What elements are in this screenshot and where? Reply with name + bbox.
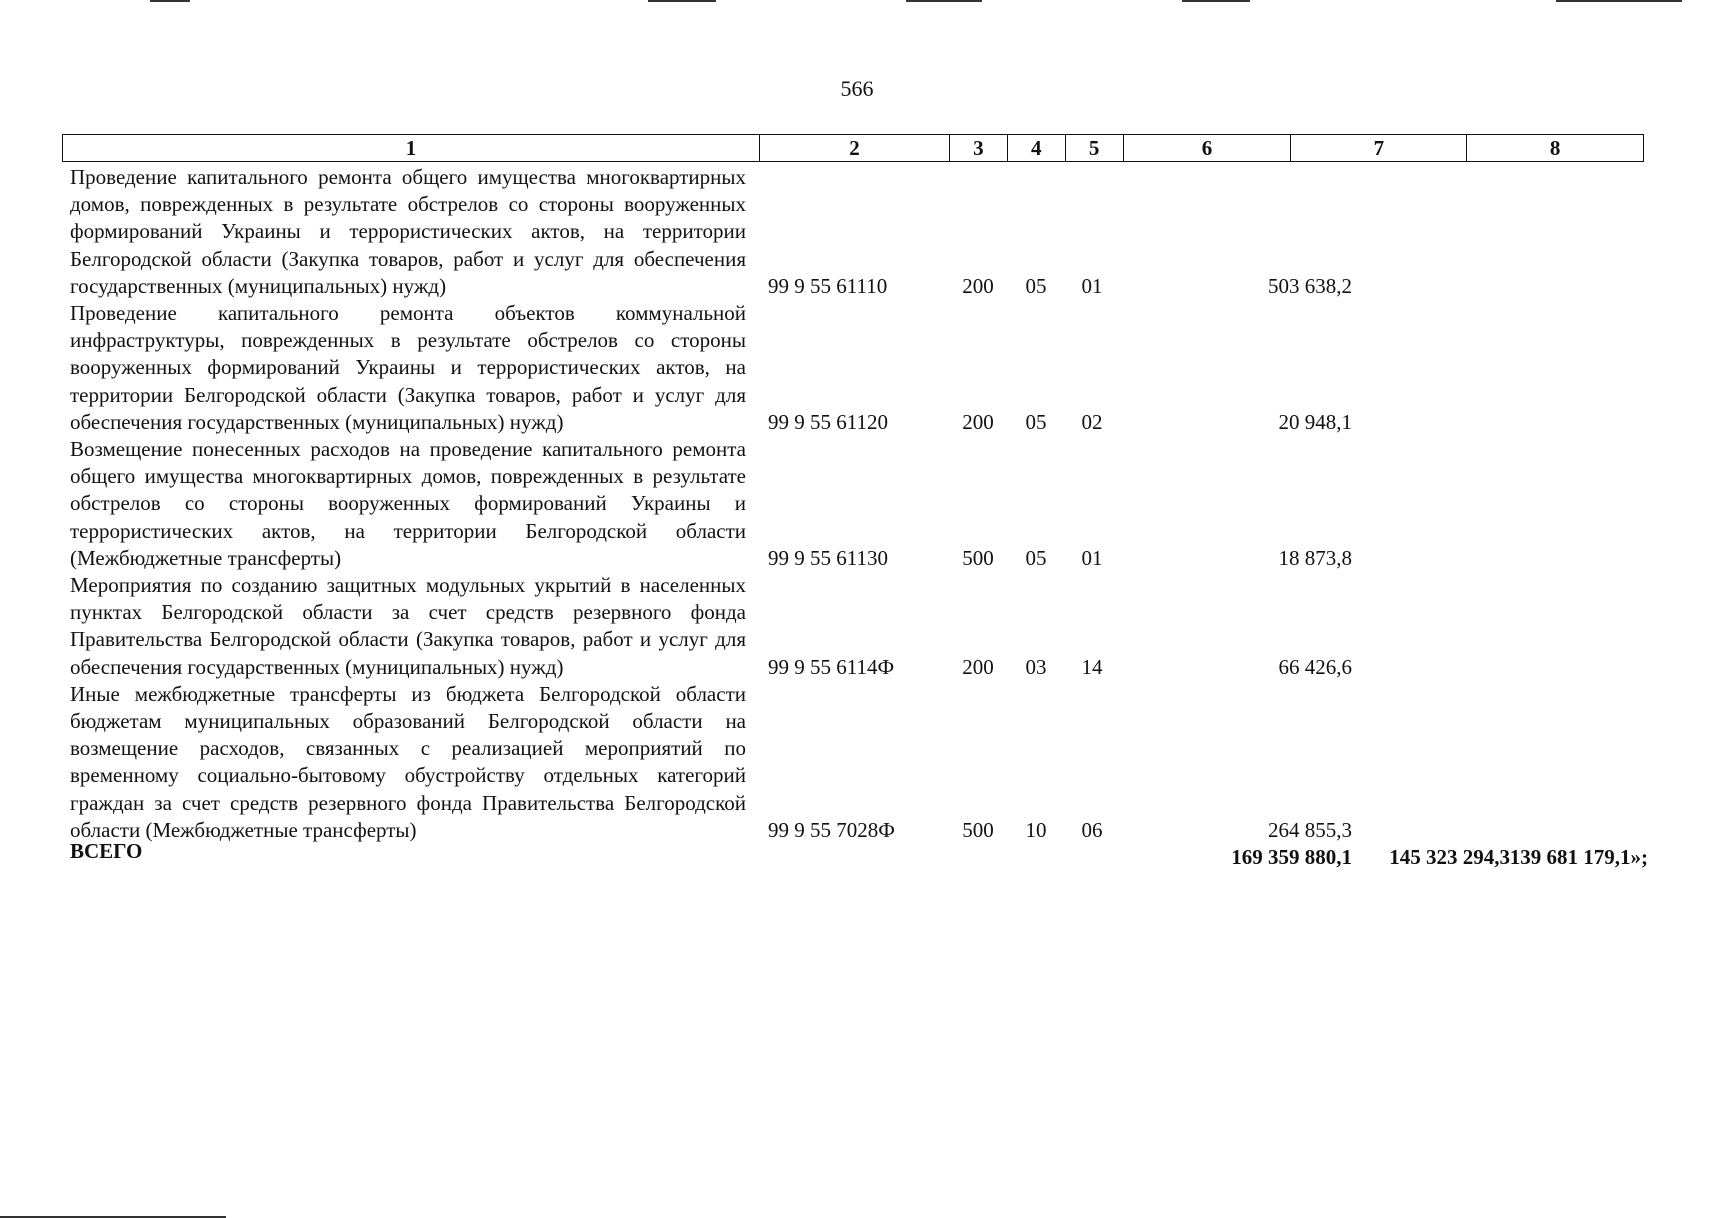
row-expense-type: 200 <box>962 409 994 434</box>
row-description: Проведение капитального ремонта общего имущества многоквартирных домов, поврежденных в результате обстрелов со стороны вооруженных формирований Украины и террористических актов, на территории Белгородской области (Закупка товаров, работ и услуг для обеспечения государственных (муниципальных) нужд) <box>70 165 746 298</box>
row-expense-type: 500 <box>962 545 994 570</box>
row-subsection: 01 <box>1081 545 1103 570</box>
column-header-5: 5 <box>1066 135 1124 161</box>
column-header-6: 6 <box>1124 135 1292 161</box>
column-header-row <box>62 134 1644 162</box>
total-amount-col7: 145 323 294,3 <box>1389 845 1510 870</box>
bottom-footnote-rule <box>0 1216 226 1218</box>
table-row <box>70 300 1650 436</box>
row-subsection: 14 <box>1081 654 1103 679</box>
row-section: 05 <box>1025 273 1047 298</box>
row-code: 99 9 55 6114Ф <box>768 654 895 679</box>
row-section: 03 <box>1025 654 1047 679</box>
row-amount: 503 638,2 <box>1268 273 1352 298</box>
table-row <box>70 572 1650 681</box>
row-code: 99 9 55 61110 <box>768 273 888 298</box>
top-rule-2 <box>648 0 716 2</box>
row-section: 10 <box>1025 817 1047 842</box>
table-row <box>70 436 1650 572</box>
budget-table-body <box>70 164 1650 870</box>
row-expense-type: 500 <box>962 817 994 842</box>
row-amount: 20 948,1 <box>1278 409 1352 434</box>
row-subsection: 02 <box>1081 409 1103 434</box>
column-header-8: 8 <box>1549 136 1561 160</box>
column-header-7: 7 <box>1291 135 1467 161</box>
top-rule-4 <box>1182 0 1250 2</box>
row-subsection: 01 <box>1081 273 1103 298</box>
total-amount-col8: 139 681 179,1»; <box>1509 845 1648 870</box>
row-expense-type: 200 <box>962 654 994 679</box>
column-header-1: 1 <box>63 135 760 161</box>
total-label: ВСЕГО <box>70 839 143 864</box>
row-description: Проведение капитального ремонта объектов коммунальной инфраструктуры, поврежденных в результате обстрелов со стороны вооруженных формирований Украины и террористических актов, на территории Белгородской области (Закупка товаров, работ и услуг для обеспечения государственных (муниципальных) нужд) <box>70 301 746 434</box>
column-header-2: 2 <box>760 135 950 161</box>
row-section: 05 <box>1025 409 1047 434</box>
table-row <box>70 681 1650 844</box>
column-header-3: 3 <box>950 135 1008 161</box>
row-description: Возмещение понесенных расходов на проведение капитального ремонта общего имущества многоквартирных домов, поврежденных в результате обстрелов со стороны вооруженных формирований Украины и террористических актов, на территории Белгородской области (Межбюджетные трансферты) <box>70 437 746 570</box>
table-row <box>70 164 1650 300</box>
row-description: Иные межбюджетные трансферты из бюджета Белгородской области бюджетам муниципальных образований Белгородской области на возмещение расходов, связанных с реализацией мероприятий по временному социально-бытовому обустройству отдельных категорий граждан за счет средств резервного фонда Правительства Белгородской области (Межбюджетные трансферты) <box>70 681 746 842</box>
row-description: Мероприятия по созданию защитных модульных укрытий в населенных пунктах Белгородской области за счет средств резервного фонда Правительства Белгородской области (Закупка товаров, работ и услуг для обеспечения государственных (муниципальных) нужд) <box>70 573 746 679</box>
row-code: 99 9 55 7028Ф <box>768 817 895 842</box>
row-amount: 18 873,8 <box>1278 545 1352 570</box>
column-header-4: 4 <box>1008 135 1066 161</box>
top-rule-5 <box>1556 0 1682 2</box>
row-amount: 264 855,3 <box>1268 817 1352 842</box>
top-rule-3 <box>906 0 982 2</box>
row-section: 05 <box>1025 545 1047 570</box>
top-rule-1 <box>150 0 190 2</box>
row-amount: 66 426,6 <box>1278 654 1352 679</box>
row-subsection: 06 <box>1081 817 1103 842</box>
page-number: 566 <box>840 76 874 101</box>
row-code: 99 9 55 61130 <box>768 545 888 570</box>
row-expense-type: 200 <box>962 273 994 298</box>
total-row <box>70 838 1650 870</box>
row-code: 99 9 55 61120 <box>768 409 888 434</box>
total-amount-col6: 169 359 880,1 <box>1231 845 1352 870</box>
